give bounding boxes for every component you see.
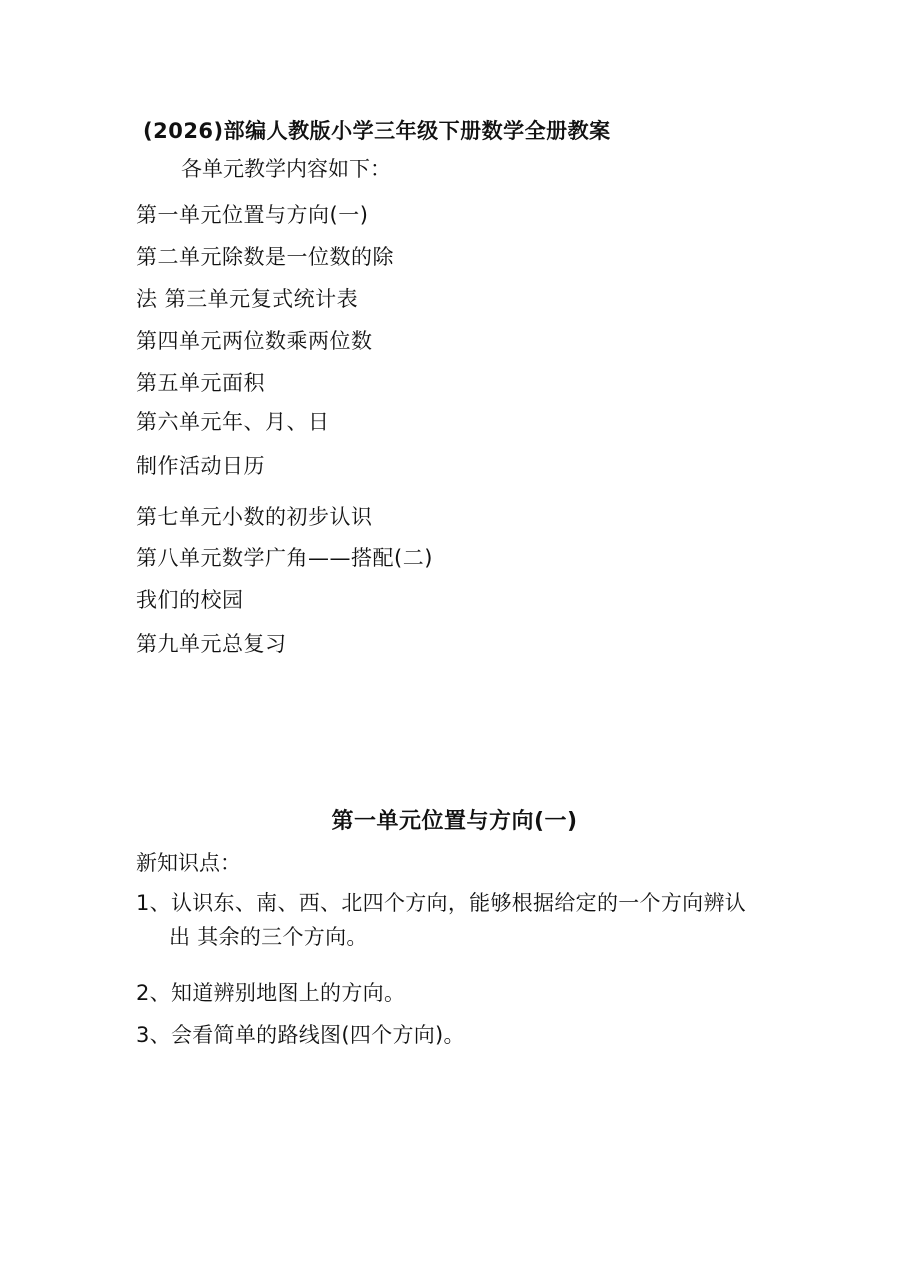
knowledge-point: 3、会看简单的路线图(四个方向)。 xyxy=(136,1023,465,1047)
document-title: (2026)部编人教版小学三年级下册数学全册教案 xyxy=(143,119,611,143)
knowledge-point: 1、认识东、南、西、北四个方向，能够根据给定的一个方向辨认 xyxy=(136,891,747,915)
unit-list-item: 第八单元数学广角——搭配(二) xyxy=(136,546,433,570)
unit-list-item: 第五单元面积 xyxy=(136,371,265,395)
unit-list-item: 第四单元两位数乘两位数 xyxy=(136,329,373,353)
section-subhead: 新知识点： xyxy=(136,851,241,875)
unit-list-item: 法 第三单元复式统计表 xyxy=(136,287,359,311)
knowledge-point: 2、知道辨别地图上的方向。 xyxy=(136,981,406,1005)
unit-list-item: 我们的校园 xyxy=(136,588,244,612)
unit-list-item: 第一单元位置与方向(一) xyxy=(136,203,369,227)
unit-list-item: 第七单元小数的初步认识 xyxy=(136,505,373,529)
unit-list-item: 制作活动日历 xyxy=(136,454,265,478)
intro-text: 各单元教学内容如下： xyxy=(181,157,391,181)
knowledge-point-continuation: 出 其余的三个方向。 xyxy=(169,925,368,949)
unit-list-item: 第九单元总复习 xyxy=(136,632,287,656)
section-title: 第一单元位置与方向(一) xyxy=(331,809,578,834)
unit-list-item: 第二单元除数是一位数的除 xyxy=(136,245,394,269)
unit-list-item: 第六单元年、月、日 xyxy=(136,410,330,434)
